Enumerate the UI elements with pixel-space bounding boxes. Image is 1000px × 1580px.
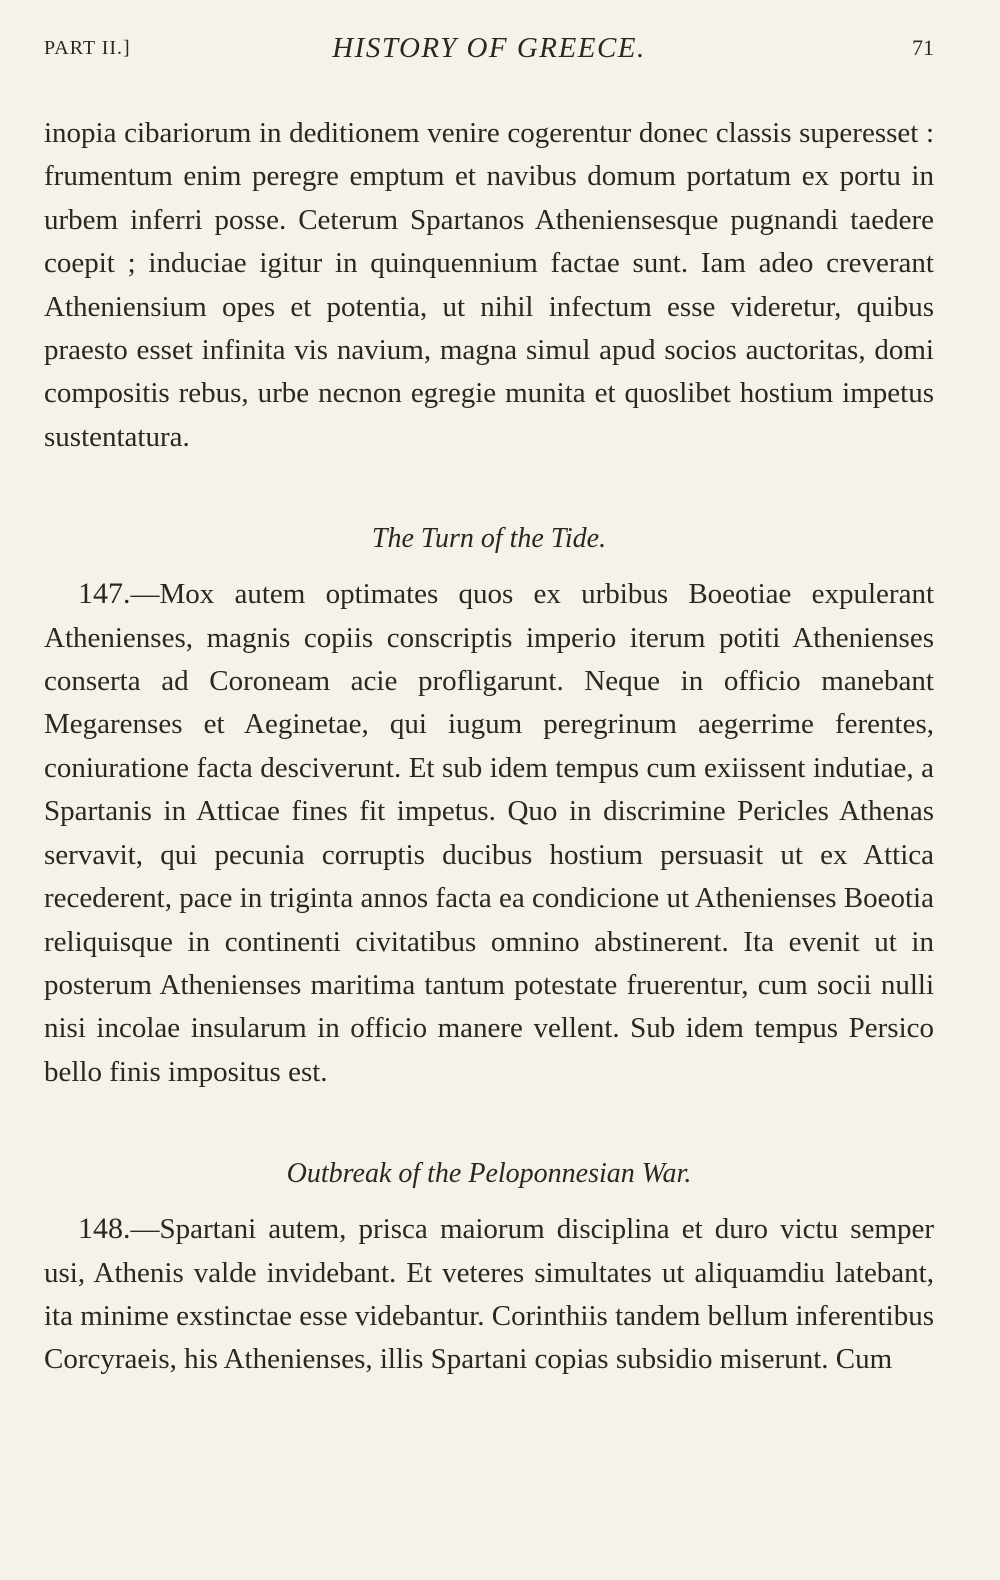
paragraph-147 bbox=[44, 572, 934, 1094]
running-header bbox=[44, 28, 934, 68]
paragraph-148 bbox=[44, 1207, 934, 1382]
page-body bbox=[44, 112, 934, 1382]
section-heading-peloponnesian-war: Outbreak of the Peloponnesian War. bbox=[286, 1158, 692, 1190]
page-number: 71 bbox=[912, 35, 934, 60]
book-page bbox=[44, 28, 934, 1548]
running-title: HISTORY OF GREECE. bbox=[332, 32, 646, 64]
paragraph-text: —Spartani autem, prisca maiorum disciplina et duro victu semper usi, Athenis valde invidebant. Et veteres simultates ut aliquamdiu latebant, ita minime exstinctae esse videbantur. Corinthiis tandem bellum inferentibus Corcyraeis, his Athenienses, illis Spartani copias subsidio miserunt. Cum bbox=[44, 1213, 934, 1376]
paragraph-text: —Mox autem optimates quos ex urbibus Boeotiae expulerant Athenienses, magnis copiis conscriptis imperio iterum potiti Athenienses conserta ad Coroneam acie profligarunt. Neque in officio manebant Megarenses et Aeginetae, qui iugum peregrinum aegerrime ferentes, coniuratione facta desciverunt. Et sub idem tempus cum exiissent indutiae, a Spartanis in Atticae fines fit impetus. Quo in discrimine Pericles Athenas servavit, qui pecunia corruptis ducibus hostium persuasit ut ex Attica recederent, pace in triginta annos facta ea condicione ut Athenienses Boeotia reliquisque in continenti civitatibus omnino abstinerent. Ita evenit ut in posterum Athenienses maritima tantum potestate fruerentur, cum socii nulli nisi incolae insularum in officio manere vellent. Sub idem tempus Persico bello finis impositus est. bbox=[44, 578, 934, 1088]
paragraph-number: 148. bbox=[78, 1212, 131, 1246]
continued-paragraph: inopia cibariorum in deditionem venire cogerentur donec classis superesset : frumentum enim peregre emptum et navibus domum portatum ex portu in urbem inferri posse. Ceterum Spartanos Atheniensesque pugnandi taedere coepit ; induciae igitur in quinquennium factae sunt. Iam adeo creverant Atheniensium opes et potentia, ut nihil infectum esse videretur, quibus praesto esset infinita vis navium, magna simul apud socios auctoritas, domi compositis rebus, urbe necnon egregie munita et quoslibet hostium impetus sustentatura. bbox=[44, 117, 934, 453]
part-label: PART II.] bbox=[44, 37, 131, 59]
section-heading-turn-of-tide: The Turn of the Tide. bbox=[371, 523, 607, 555]
paragraph-number: 147. bbox=[78, 577, 131, 611]
